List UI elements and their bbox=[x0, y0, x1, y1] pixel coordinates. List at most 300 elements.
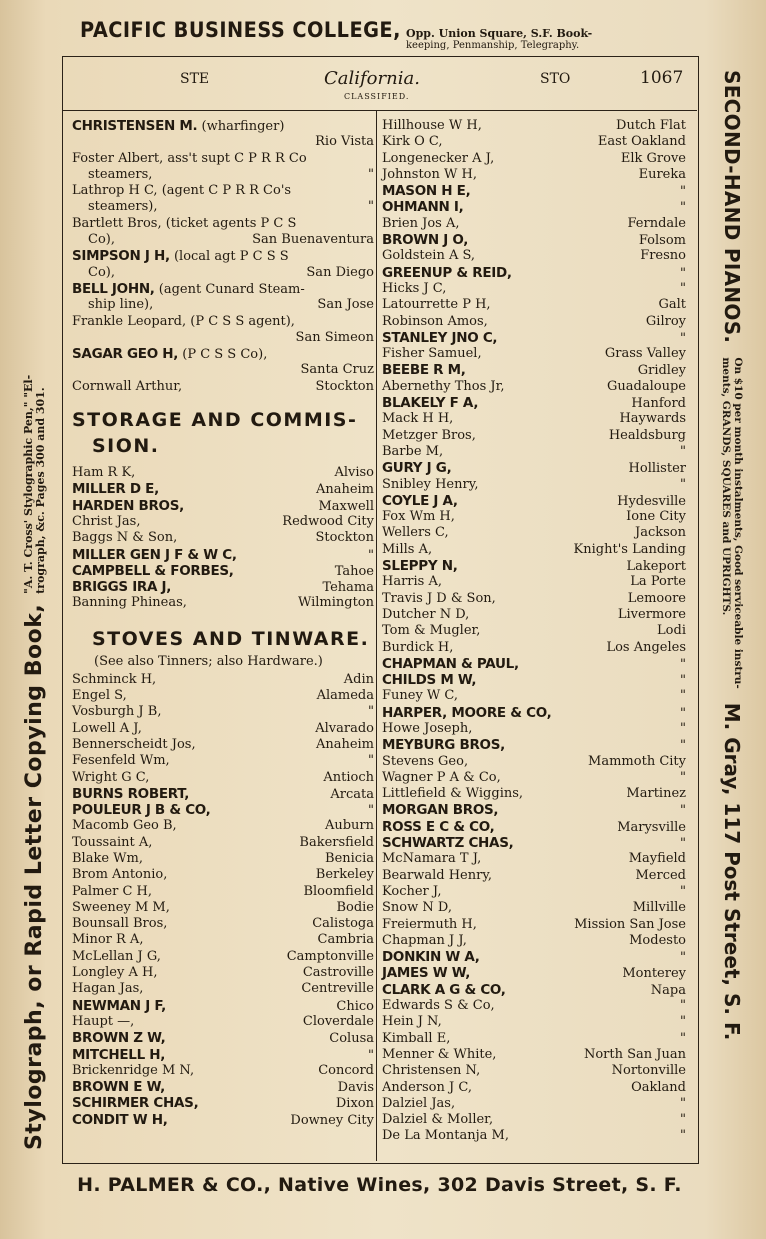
directory-entry bbox=[72, 721, 374, 737]
entry-left bbox=[72, 563, 234, 579]
entry-left bbox=[72, 265, 115, 280]
entry-name: Kirk O C, bbox=[382, 134, 443, 150]
entry-left bbox=[382, 362, 466, 378]
right-ad-address: M. Gray, 117 Post Street, S. F. bbox=[720, 702, 744, 1041]
entry-name: Travis J D & Son, bbox=[382, 590, 496, 606]
directory-entry bbox=[72, 595, 374, 611]
entry-name: Fisher Samuel, bbox=[382, 346, 482, 362]
top-ad-line2: keeping, Penmanship, Telegraphy. bbox=[406, 40, 580, 51]
entry-place: Modesto bbox=[629, 932, 686, 948]
entry-name: Fox Wm H, bbox=[382, 509, 455, 525]
entry-left bbox=[382, 982, 506, 998]
directory-entry bbox=[72, 949, 374, 965]
entry-left bbox=[72, 932, 143, 947]
section-note: (See also Tinners; also Hardware.) bbox=[94, 653, 323, 669]
directory-entry bbox=[72, 1079, 374, 1095]
entry-place: " bbox=[680, 280, 686, 296]
entry-name: Brickenridge M N, bbox=[72, 1062, 195, 1078]
entry-place: Benicia bbox=[325, 850, 374, 866]
entry-left bbox=[382, 346, 482, 361]
entry-place: Galt bbox=[658, 297, 686, 313]
directory-entry bbox=[72, 770, 374, 786]
entry-place: Millville bbox=[632, 900, 686, 916]
entry-place: Bodie bbox=[336, 899, 374, 915]
entry-left bbox=[382, 493, 458, 509]
directory-entry bbox=[72, 514, 374, 530]
entry-name: Christensen N, bbox=[382, 1063, 481, 1079]
directory-entry bbox=[382, 851, 686, 867]
entry-left bbox=[382, 786, 523, 801]
entry-place: Camptonville bbox=[286, 948, 374, 964]
entry-left bbox=[72, 1112, 168, 1128]
entry-left bbox=[382, 428, 476, 443]
entry-name: Mack H H, bbox=[382, 411, 454, 427]
entry-name: SCHIRMER CHAS, bbox=[72, 1095, 199, 1112]
directory-entry bbox=[382, 917, 686, 933]
entry-place: Cloverdale bbox=[302, 1013, 374, 1029]
entry-left bbox=[72, 1063, 194, 1078]
directory-entry bbox=[72, 1014, 374, 1030]
entry-place: Rio Vista bbox=[315, 134, 374, 150]
entry-left bbox=[382, 770, 501, 785]
entry-name: Hicks J C, bbox=[382, 280, 447, 296]
directory-entry bbox=[382, 428, 686, 444]
entry-name: MASON H E, bbox=[382, 183, 471, 200]
entry-left bbox=[72, 704, 161, 719]
entry-place: " bbox=[680, 836, 686, 852]
entry-place: Knight's Landing bbox=[573, 541, 686, 557]
entry-name: Hagan Jas, bbox=[72, 981, 144, 997]
entry-place: " bbox=[368, 166, 374, 182]
directory-entry bbox=[72, 530, 374, 546]
entry-left bbox=[72, 465, 135, 480]
entry-left bbox=[382, 167, 477, 182]
right-column bbox=[382, 118, 686, 1145]
entry-left bbox=[382, 965, 470, 981]
entry-place: Centreville bbox=[301, 981, 374, 997]
entry-left bbox=[382, 1112, 493, 1127]
entry-left bbox=[72, 851, 143, 866]
entry-place: Antioch bbox=[323, 769, 374, 785]
entry-name: Tom & Mugler, bbox=[382, 623, 481, 639]
entry-name: BLAKELY F A, bbox=[382, 395, 479, 412]
entry-place: Alviso bbox=[334, 465, 374, 481]
entry-place: Grass Valley bbox=[604, 346, 686, 362]
entry-left bbox=[72, 688, 127, 703]
directory-entry bbox=[382, 1047, 686, 1063]
directory-entry bbox=[382, 786, 686, 802]
entry-place: " bbox=[680, 1014, 686, 1030]
running-head-subtitle: CLASSIFIED. bbox=[344, 92, 410, 101]
entry-left bbox=[382, 525, 449, 540]
directory-entry bbox=[382, 754, 686, 770]
entry-name: Snow N D, bbox=[382, 900, 452, 916]
entry-left bbox=[382, 868, 492, 883]
entry-place: La Porte bbox=[630, 574, 686, 590]
entry-name: BROWN E W, bbox=[72, 1079, 165, 1096]
entry-name: Longenecker A J, bbox=[382, 150, 495, 166]
directory-entry bbox=[72, 151, 374, 167]
entry-left bbox=[382, 1014, 442, 1029]
entry-place: Bloomfield bbox=[303, 883, 374, 899]
entry-place: " bbox=[368, 547, 374, 563]
entry-left bbox=[72, 151, 307, 166]
right-ad-small bbox=[720, 357, 744, 688]
entry-name: POULEUR J B & CO, bbox=[72, 802, 211, 819]
entry-place: Elk Grove bbox=[620, 150, 686, 166]
entry-left bbox=[382, 1096, 455, 1111]
directory-entry bbox=[382, 542, 686, 558]
directory-entry bbox=[382, 900, 686, 916]
entry-place: Livermore bbox=[617, 606, 686, 622]
entry-place: Gilroy bbox=[645, 313, 686, 329]
entry-name: Snibley Henry, bbox=[382, 476, 479, 492]
entry-left bbox=[72, 595, 187, 610]
entry-left bbox=[382, 721, 472, 736]
entry-left bbox=[382, 134, 443, 149]
directory-entry bbox=[382, 411, 686, 427]
left-ad-small-line2: trograph, &c. Pages 300 and 301. bbox=[33, 387, 47, 594]
entry-name: Hillhouse W H, bbox=[382, 118, 482, 133]
entry-name: GREENUP & REID, bbox=[382, 264, 512, 281]
entry-left bbox=[72, 281, 305, 297]
directory-entry bbox=[72, 314, 374, 330]
entry-place: Merced bbox=[635, 867, 686, 883]
entry-place: Redwood City bbox=[282, 513, 374, 529]
directory-entry bbox=[382, 1080, 686, 1096]
directory-entry bbox=[382, 949, 686, 965]
entry-place: San Buenaventura bbox=[252, 232, 374, 248]
entry-place: Marysville bbox=[617, 819, 686, 835]
directory-entry bbox=[382, 1096, 686, 1112]
entry-left bbox=[382, 118, 482, 133]
entry-place: Arcata bbox=[330, 786, 374, 802]
entry-name: MITCHELL H, bbox=[72, 1046, 166, 1063]
entry-name: Bounsall Bros, bbox=[72, 916, 168, 932]
entry-name: Dutcher N D, bbox=[382, 606, 470, 622]
entry-left bbox=[382, 151, 494, 166]
entry-left bbox=[382, 281, 446, 296]
directory-entry bbox=[382, 281, 686, 297]
entry-place: Ferndale bbox=[627, 215, 686, 231]
entry-name: steamers), bbox=[88, 199, 158, 215]
directory-entry bbox=[72, 884, 374, 900]
directory-entry bbox=[72, 563, 374, 579]
section-heading: STORAGE AND COMMIS- bbox=[72, 409, 358, 432]
entry-left bbox=[382, 1063, 480, 1078]
top-advertisement bbox=[80, 18, 700, 52]
entry-left bbox=[382, 949, 480, 965]
spacer bbox=[72, 612, 374, 626]
entry-left bbox=[72, 737, 196, 752]
entry-left bbox=[382, 379, 505, 394]
directory-entry bbox=[382, 183, 686, 199]
entry-name: Kimball E, bbox=[382, 1030, 451, 1046]
right-ad-small-line1: On $10 per month instalments, Good serviceable instru- bbox=[732, 357, 744, 689]
entry-place: Martinez bbox=[626, 786, 686, 802]
entry-place: San Diego bbox=[306, 264, 374, 280]
entry-note: (local agt P C S S bbox=[169, 249, 289, 265]
entry-name: JAMES W W, bbox=[382, 965, 471, 982]
directory-entry bbox=[382, 835, 686, 851]
entry-place: Dixon bbox=[335, 1096, 374, 1112]
directory-entry bbox=[382, 444, 686, 460]
entry-name: Engel S, bbox=[72, 688, 127, 704]
entry-name: Harris A, bbox=[382, 574, 442, 590]
entry-place: Oakland bbox=[631, 1079, 686, 1095]
entry-name: Freiermuth H, bbox=[382, 916, 477, 932]
directory-entry bbox=[72, 932, 374, 948]
entry-name: ship line), bbox=[88, 297, 154, 313]
entry-place: Anaheim bbox=[315, 482, 374, 498]
entry-place: Alameda bbox=[316, 688, 374, 704]
directory-entry bbox=[382, 933, 686, 949]
entry-name: Metzger Bros, bbox=[382, 427, 476, 443]
entry-left bbox=[72, 498, 184, 514]
directory-entry bbox=[72, 1063, 374, 1079]
directory-entry bbox=[382, 1112, 686, 1128]
running-head-left: STE bbox=[180, 71, 210, 87]
directory-entry bbox=[382, 705, 686, 721]
entry-left bbox=[72, 346, 267, 362]
entry-place: " bbox=[368, 704, 374, 720]
entry-name: Kocher J, bbox=[382, 883, 442, 899]
entry-name: Wright G C, bbox=[72, 769, 150, 785]
entry-left bbox=[382, 183, 470, 199]
entry-name: COYLE J A, bbox=[382, 492, 458, 509]
right-margin-advertisement bbox=[720, 70, 744, 1040]
entry-name: DONKIN W A, bbox=[382, 949, 480, 966]
entry-place: Bakersfield bbox=[299, 834, 374, 850]
entry-left bbox=[382, 835, 513, 851]
directory-entry bbox=[382, 362, 686, 378]
entry-left bbox=[72, 1030, 165, 1046]
entry-place: " bbox=[680, 1112, 686, 1128]
right-ad-main: SECOND-HAND PIANOS. bbox=[720, 70, 744, 344]
directory-entry bbox=[72, 737, 374, 753]
entry-name: SAGAR GEO H, bbox=[72, 346, 179, 363]
entry-left bbox=[382, 558, 458, 574]
entry-name: Blake Wm, bbox=[72, 850, 143, 866]
entry-name: Robinson Amos, bbox=[382, 313, 488, 329]
entry-name: Hein J N, bbox=[382, 1014, 442, 1030]
entry-name: Anderson J C, bbox=[382, 1079, 472, 1095]
entry-place: Cambria bbox=[317, 932, 374, 948]
entry-name: Edwards S & Co, bbox=[382, 998, 495, 1014]
entry-name: Latourrette P H, bbox=[382, 297, 491, 313]
entry-name: Vosburgh J B, bbox=[72, 704, 162, 720]
entry-left bbox=[72, 998, 166, 1014]
directory-entry bbox=[382, 199, 686, 215]
entry-name: Lowell A J, bbox=[72, 720, 142, 736]
entry-name: CLARK A G & CO, bbox=[382, 981, 506, 998]
entry-name: McLellan J G, bbox=[72, 948, 161, 964]
entry-place: Adin bbox=[343, 671, 374, 687]
entry-place: " bbox=[680, 200, 686, 216]
bottom-advertisement: H. PALMER & CO., Native Wines, 302 Davis Street, S. F. bbox=[77, 1174, 682, 1196]
entry-left bbox=[72, 818, 177, 833]
directory-entry bbox=[382, 1128, 686, 1144]
entry-left bbox=[72, 530, 177, 545]
entry-name: BRIGGS IRA J, bbox=[72, 579, 172, 596]
directory-entry bbox=[382, 623, 686, 639]
running-head-title: California. bbox=[324, 68, 420, 89]
entry-place: " bbox=[680, 656, 686, 672]
entry-left bbox=[72, 884, 152, 899]
entry-place: Mammoth City bbox=[588, 753, 686, 769]
directory-entry bbox=[382, 591, 686, 607]
entry-place: Auburn bbox=[324, 818, 374, 834]
entry-name: Schminck H, bbox=[72, 671, 157, 687]
entry-left bbox=[72, 314, 295, 329]
entry-left bbox=[382, 819, 494, 835]
directory-entry bbox=[72, 248, 374, 264]
entry-left bbox=[72, 770, 149, 785]
directory-entry bbox=[382, 802, 686, 818]
entry-left bbox=[382, 314, 488, 329]
entry-place: Stockton bbox=[315, 530, 374, 546]
entry-left bbox=[72, 232, 115, 247]
directory-entry bbox=[72, 916, 374, 932]
entry-name: HARPER, MOORE & CO, bbox=[382, 704, 552, 721]
directory-entry bbox=[382, 216, 686, 232]
entry-place: Alvarado bbox=[315, 720, 374, 736]
entry-name: Howe Joseph, bbox=[382, 720, 473, 736]
entry-name: MILLER GEN J F & W C, bbox=[72, 546, 237, 563]
entry-left bbox=[72, 802, 211, 818]
directory-entry bbox=[72, 1030, 374, 1046]
entry-left bbox=[72, 199, 157, 214]
section-heading: STOVES AND TINWARE. bbox=[92, 627, 370, 650]
entry-name: steamers, bbox=[88, 166, 153, 182]
entry-place: San Simeon bbox=[295, 329, 374, 345]
entry-name: Banning Phineas, bbox=[72, 595, 187, 611]
entry-left bbox=[72, 721, 142, 736]
entry-left bbox=[72, 547, 237, 563]
entry-left bbox=[382, 998, 495, 1013]
directory-entry bbox=[72, 818, 374, 834]
entry-place: Downey City bbox=[290, 1112, 374, 1128]
entry-name: BURNS ROBERT, bbox=[72, 785, 190, 802]
directory-entry bbox=[72, 167, 374, 183]
directory-entry bbox=[72, 981, 374, 997]
entry-place: Hanford bbox=[631, 396, 686, 412]
entry-name: Cornwall Arthur, bbox=[72, 378, 183, 394]
directory-entry bbox=[72, 362, 374, 378]
directory-entry bbox=[382, 248, 686, 264]
entry-name: MILLER D E, bbox=[72, 481, 159, 498]
entry-place: Dutch Flat bbox=[616, 118, 686, 133]
top-ad-line1: Opp. Union Square, S.F. Book- bbox=[406, 27, 593, 40]
entry-left bbox=[72, 216, 296, 231]
entry-left bbox=[382, 672, 476, 688]
directory-entry bbox=[72, 753, 374, 769]
entry-left bbox=[382, 477, 478, 492]
left-column bbox=[72, 118, 374, 1128]
directory-entry bbox=[382, 493, 686, 509]
entry-name: Chapman J J, bbox=[382, 932, 467, 948]
directory-entry bbox=[382, 721, 686, 737]
entry-left bbox=[382, 802, 498, 818]
entry-place: " bbox=[368, 1047, 374, 1063]
directory-entry bbox=[382, 640, 686, 656]
directory-entry bbox=[72, 379, 374, 395]
entry-name: Sweeney M M, bbox=[72, 899, 170, 915]
entry-left bbox=[382, 265, 512, 281]
entry-name: De La Montanja M, bbox=[382, 1128, 509, 1144]
entry-left bbox=[382, 688, 458, 703]
entry-name: Foster Albert, ass't supt C P R R Co bbox=[72, 150, 307, 166]
directory-entry bbox=[382, 151, 686, 167]
directory-entry bbox=[72, 346, 374, 362]
entry-name: Barbe M, bbox=[382, 443, 444, 459]
entry-name: CONDIT W H, bbox=[72, 1111, 168, 1128]
entry-left bbox=[72, 981, 143, 996]
entry-name: CHILDS M W, bbox=[382, 672, 477, 689]
directory-entry bbox=[382, 460, 686, 476]
entry-place: " bbox=[680, 705, 686, 721]
entry-name: Minor R A, bbox=[72, 932, 144, 948]
entry-left bbox=[382, 248, 475, 263]
entry-name: Stevens Geo, bbox=[382, 753, 469, 769]
entry-place: " bbox=[680, 673, 686, 689]
entry-place: East Oakland bbox=[597, 134, 686, 150]
entry-left bbox=[382, 1128, 509, 1143]
running-head-right: STO bbox=[540, 71, 571, 87]
directory-entry bbox=[382, 965, 686, 981]
entry-left bbox=[72, 1047, 165, 1063]
entry-place: Ione City bbox=[626, 509, 686, 525]
entry-place: Lakeport bbox=[626, 559, 686, 575]
entry-left bbox=[382, 900, 452, 915]
entry-left bbox=[382, 737, 505, 753]
directory-entry bbox=[382, 509, 686, 525]
entry-name: Macomb Geo B, bbox=[72, 818, 177, 834]
entry-name: Palmer C H, bbox=[72, 883, 152, 899]
entry-name: BELL JOHN, bbox=[72, 280, 155, 297]
directory-entry bbox=[72, 704, 374, 720]
directory-entry bbox=[72, 1095, 374, 1111]
entry-left bbox=[72, 118, 284, 134]
entry-name: Haupt —, bbox=[72, 1013, 135, 1029]
entry-place: " bbox=[680, 803, 686, 819]
entry-left bbox=[382, 851, 481, 866]
directory-entry bbox=[382, 770, 686, 786]
entry-place: Healdsburg bbox=[608, 427, 686, 443]
entry-place: " bbox=[680, 738, 686, 754]
entry-name: McNamara T J, bbox=[382, 851, 482, 867]
directory-entry bbox=[72, 835, 374, 851]
entry-name: Co), bbox=[88, 232, 115, 248]
directory-entry bbox=[382, 672, 686, 688]
directory-entry bbox=[382, 607, 686, 623]
directory-entry bbox=[382, 395, 686, 411]
entry-name: Bennerscheidt Jos, bbox=[72, 736, 196, 752]
entry-name: BEEBE R M, bbox=[382, 362, 466, 379]
entry-place: Haywards bbox=[619, 411, 686, 427]
directory-entry bbox=[382, 688, 686, 704]
entry-left bbox=[72, 867, 167, 882]
entry-place: Maxwell bbox=[318, 498, 374, 514]
entry-left bbox=[72, 514, 141, 529]
entry-left bbox=[72, 965, 157, 980]
entry-place: Folsom bbox=[638, 233, 686, 249]
entry-place: Lemoore bbox=[627, 590, 686, 606]
directory-entry bbox=[382, 1014, 686, 1030]
entry-left bbox=[72, 672, 156, 687]
directory-entry bbox=[72, 851, 374, 867]
entry-left bbox=[382, 199, 463, 215]
